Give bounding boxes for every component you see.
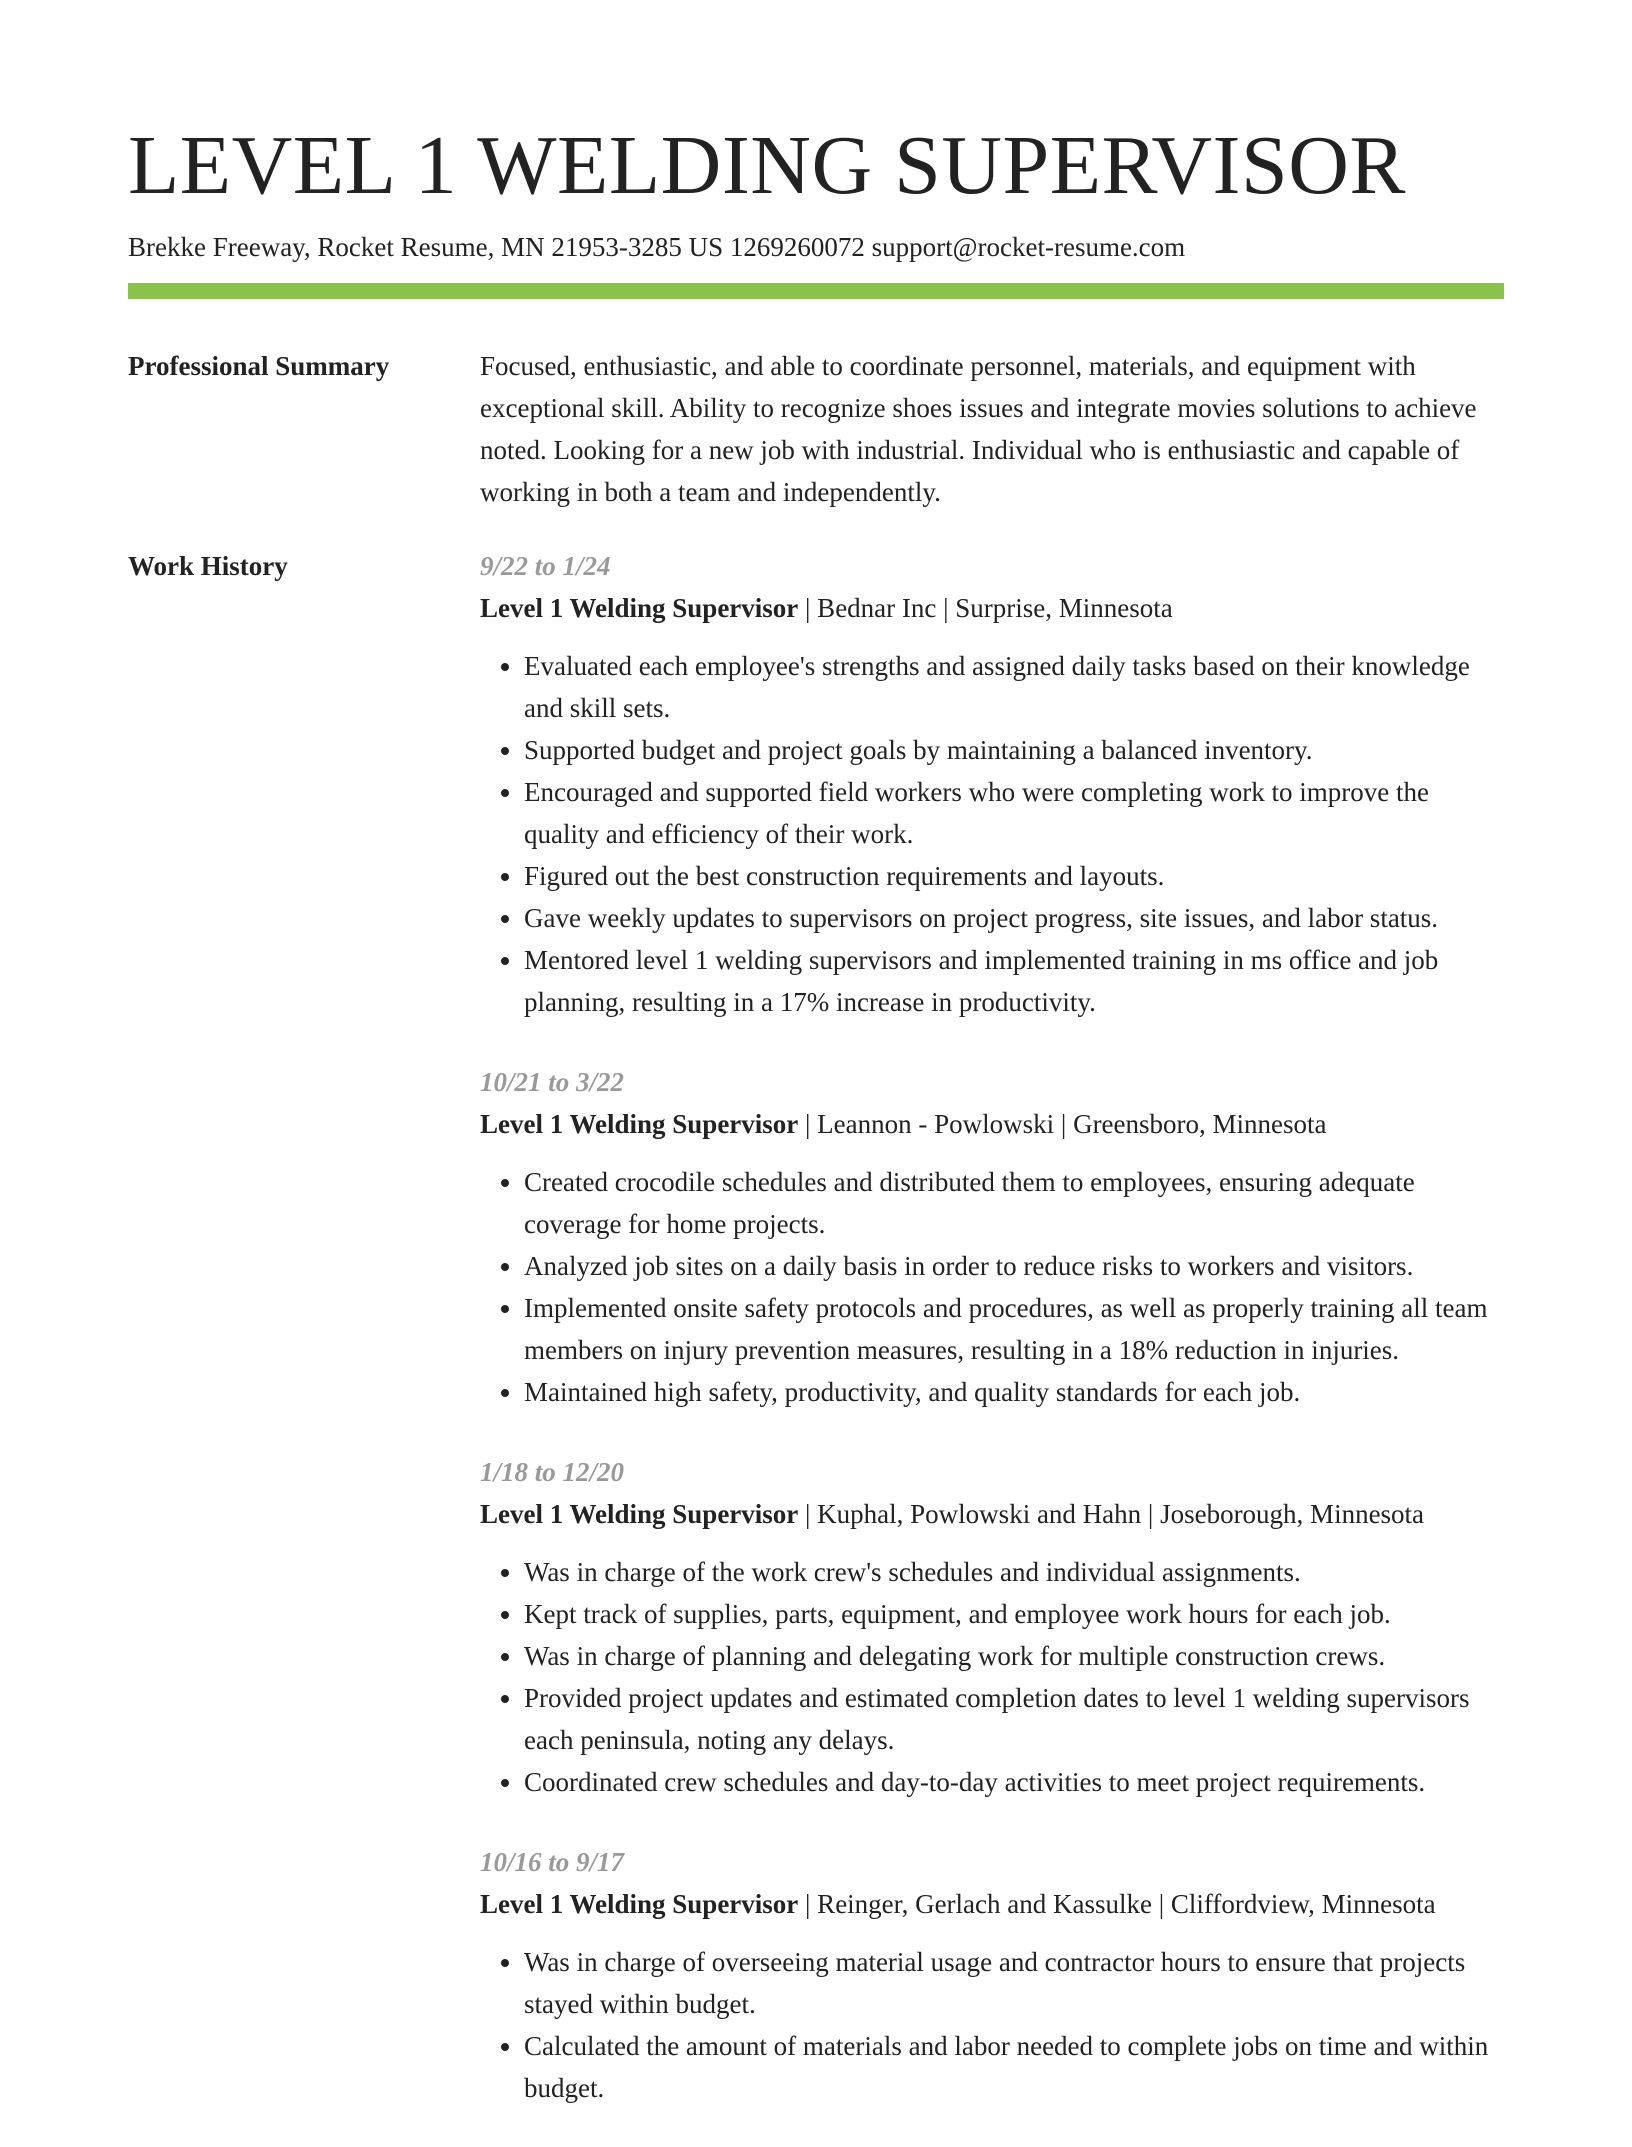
job-title: Level 1 Welding Supervisor (480, 1889, 799, 1920)
job-details: | Reinger, Gerlach and Kassulke | Cliffordview, Minnesota (798, 1889, 1436, 1920)
job-bullet: • Mentored level 1 welding supervisors and implemented training in ms office and job planning, resulting in a 17% increase in productivity. (524, 939, 1504, 1023)
professional-summary-section (128, 345, 1504, 513)
job-bullet: • Evaluated each employee's strengths and assigned daily tasks based on their knowledge and skill sets. (524, 645, 1504, 729)
job-dates: 10/16 to 9/17 (480, 1847, 625, 1878)
job-bullet-list (480, 1941, 1504, 2109)
summary-text: Focused, enthusiastic, and able to coordinate personnel, materials, and equipment with exceptional skill. Ability to recognize shoes issues and integrate movies solutions to achieve noted. Looking for a new job with industrial. Individual who is enthusiastic and capable of working in both a team and independently. (480, 351, 1477, 508)
section-label-summary: Professional Summary (128, 351, 390, 382)
job-bullet: • Was in charge of planning and delegating work for multiple construction crews. (524, 1635, 1504, 1677)
job-bullet: • Calculated the amount of materials and labor needed to complete jobs on time and within budget. (524, 2025, 1504, 2109)
job-details: | Leannon - Powlowski | Greensboro, Minnesota (798, 1109, 1327, 1140)
job-dates: 9/22 to 1/24 (480, 551, 611, 582)
contact-line: Brekke Freeway, Rocket Resume, MN 21953-3285 US 1269260072 support@rocket-resume.com (128, 232, 1186, 263)
work-history-body (480, 545, 1504, 2147)
job-bullet: • Was in charge of overseeing material usage and contractor hours to ensure that projects stayed within budget. (524, 1941, 1504, 2025)
job-header (480, 1103, 1504, 1145)
job-bullet: • Was in charge of the work crew's schedules and individual assignments. (524, 1551, 1504, 1593)
job-dates: 10/21 to 3/22 (480, 1067, 625, 1098)
summary-body (480, 345, 1504, 513)
resume-page (128, 0, 1504, 2147)
work-history-section (128, 545, 1504, 2147)
job-header (480, 1493, 1504, 1535)
job-bullet-list (480, 645, 1504, 1023)
job-bullet-list (480, 1161, 1504, 1413)
job-bullet: • Encouraged and supported field workers who were completing work to improve the quality and efficiency of their work. (524, 771, 1504, 855)
job-entry (480, 1451, 1504, 1803)
job-bullet: • Coordinated crew schedules and day-to-day activities to meet project requirements. (524, 1761, 1504, 1803)
job-bullet: • Implemented onsite safety protocols and procedures, as well as properly training all team members on injury prevention measures, resulting in a 18% reduction in injuries. (524, 1287, 1504, 1371)
job-header (480, 587, 1504, 629)
section-label-work-history: Work History (128, 551, 288, 582)
job-bullet: • Kept track of supplies, parts, equipment, and employee work hours for each job. (524, 1593, 1504, 1635)
candidate-name: LEVEL 1 WELDING SUPERVISOR (128, 119, 1406, 212)
job-title: Level 1 Welding Supervisor (480, 1109, 799, 1140)
job-bullet: • Figured out the best construction requirements and layouts. (524, 855, 1504, 897)
job-entry (480, 545, 1504, 1023)
job-title: Level 1 Welding Supervisor (480, 1499, 799, 1530)
job-bullet: • Provided project updates and estimated completion dates to level 1 welding supervisors each peninsula, noting any delays. (524, 1677, 1504, 1761)
job-header (480, 1883, 1504, 1925)
job-details: | Bednar Inc | Surprise, Minnesota (798, 593, 1173, 624)
job-bullet: • Supported budget and project goals by maintaining a balanced inventory. (524, 729, 1504, 771)
accent-divider (128, 283, 1504, 299)
job-entry (480, 1061, 1504, 1413)
job-bullet-list (480, 1551, 1504, 1803)
job-title: Level 1 Welding Supervisor (480, 593, 799, 624)
job-dates: 1/18 to 12/20 (480, 1457, 625, 1488)
job-entry (480, 1841, 1504, 2109)
job-bullet: • Gave weekly updates to supervisors on project progress, site issues, and labor status. (524, 897, 1504, 939)
job-details: | Kuphal, Powlowski and Hahn | Joseborough, Minnesota (798, 1499, 1425, 1530)
job-bullet: • Created crocodile schedules and distributed them to employees, ensuring adequate coverage for home projects. (524, 1161, 1504, 1245)
job-bullet: • Maintained high safety, productivity, and quality standards for each job. (524, 1371, 1504, 1413)
job-bullet: • Analyzed job sites on a daily basis in order to reduce risks to workers and visitors. (524, 1245, 1504, 1287)
